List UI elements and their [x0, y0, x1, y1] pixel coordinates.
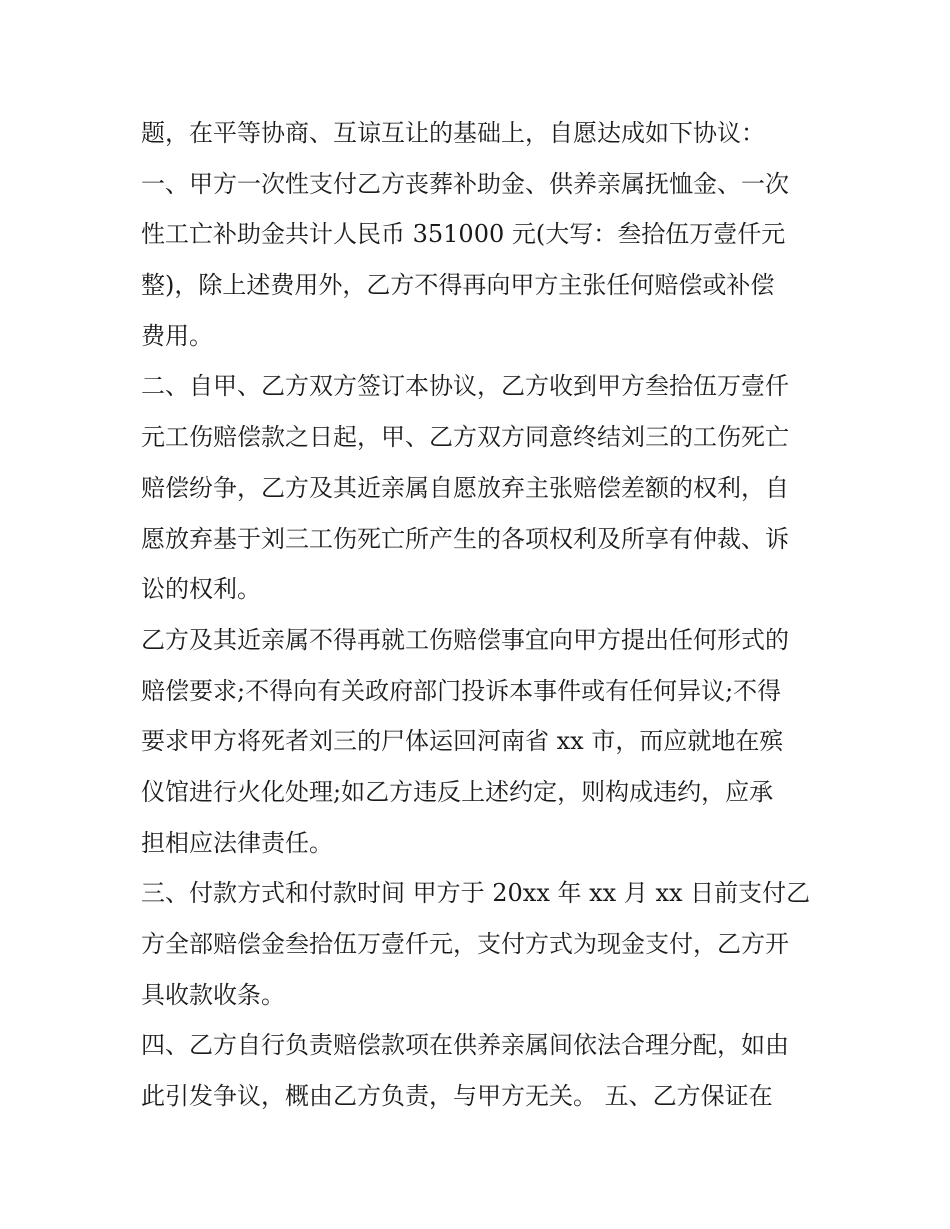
- text-line: 乙方及其近亲属不得再就工伤赔偿事宜向甲方提出任何形式的: [141, 625, 789, 654]
- text-line: 一、甲方一次性支付乙方丧葬补助金、供养亲属抚恤金、一次: [141, 169, 789, 198]
- text-line: 讼的权利。: [141, 575, 261, 604]
- text-line: 要求甲方将死者刘三的尸体运回河南省 xx 市，而应就地在殡: [141, 727, 784, 756]
- text-line: 费用。: [141, 321, 213, 350]
- text-line: 题，在平等协商、互谅互让的基础上，自愿达成如下协议：: [141, 119, 765, 147]
- text-line: 愿放弃基于刘三工伤死亡所产生的各项权利及所享有仲裁、诉: [141, 524, 789, 553]
- text-line: 整)，除上述费用外，乙方不得再向甲方主张任何赔偿或补偿: [141, 271, 775, 300]
- text-line: 此引发争议，概由乙方负责，与甲方无关。 五、乙方保证在: [141, 1082, 773, 1111]
- text-line: 三、付款方式和付款时间 甲方于 20xx 年 xx 月 xx 日前支付乙: [141, 879, 811, 908]
- document-body: [141, 108, 821, 1122]
- text-line: 方全部赔偿金叁拾伍万壹仟元，支付方式为现金支付，乙方开: [141, 930, 789, 958]
- text-line: 赔偿纷争，乙方及其近亲属自愿放弃主张赔偿差额的权利，自: [141, 473, 789, 502]
- text-line: 性工亡补助金共计人民币 351000 元(大写：叁拾伍万壹仟元: [141, 220, 786, 249]
- text-line: 四、乙方自行负责赔偿款项在供养亲属间依法合理分配，如由: [141, 1031, 789, 1060]
- text-line: 元工伤赔偿款之日起，甲、乙方双方同意终结刘三的工伤死亡: [141, 423, 789, 452]
- text-line: 仪馆进行火化处理;如乙方违反上述约定，则构成违约，应承: [141, 777, 774, 806]
- text-line: 赔偿要求;不得向有关政府部门投诉本事件或有任何异议;不得: [141, 676, 782, 705]
- text-line: 二、自甲、乙方双方签订本协议，乙方收到甲方叁拾伍万壹仟: [141, 372, 789, 401]
- text-line: 担相应法律责任。: [141, 828, 333, 857]
- text-line: 具收款收条。: [141, 980, 285, 1009]
